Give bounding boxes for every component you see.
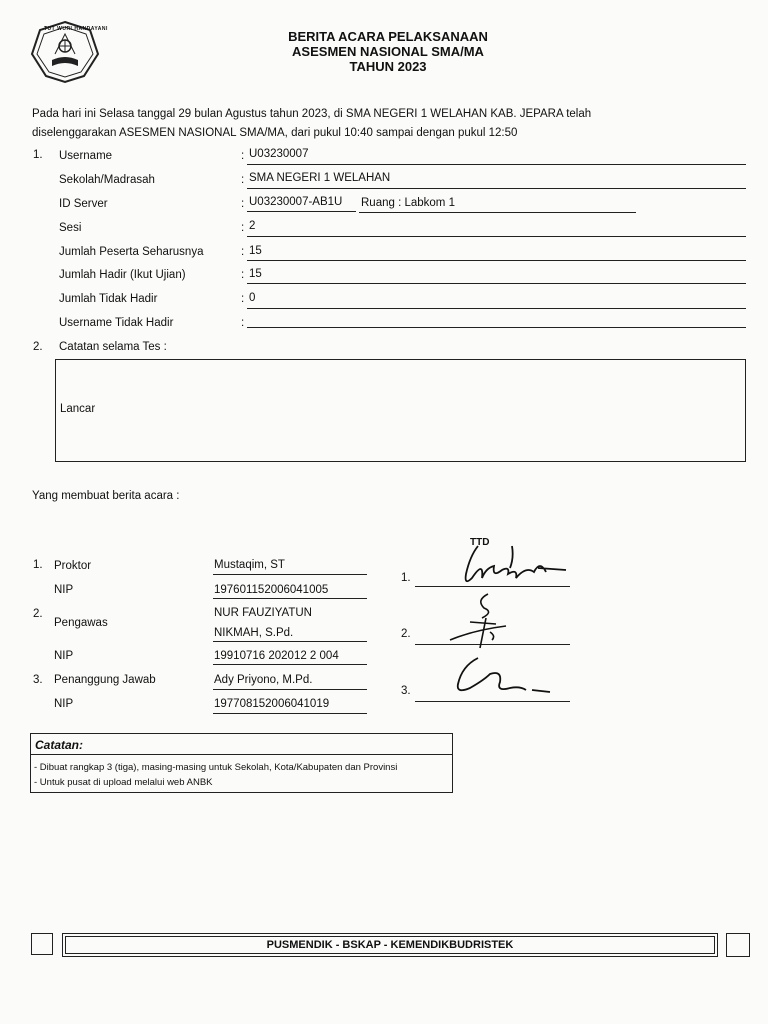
field-value-session: 2 — [249, 220, 256, 232]
field-underline — [247, 188, 746, 189]
signature-1-number: 1. — [401, 572, 411, 584]
field-underline — [359, 212, 636, 213]
field-value-expected-participants: 15 — [249, 245, 262, 257]
signature-2-number: 2. — [401, 628, 411, 640]
signatory-1-name: Mustaqim, ST — [214, 559, 285, 571]
signatory-3-role: Penanggung Jawab — [54, 674, 156, 686]
field-label-absent-usernames: Username Tidak Hadir — [59, 317, 174, 329]
field-value-school: SMA NEGERI 1 WELAHAN — [249, 172, 391, 184]
field-label-expected-participants: Jumlah Peserta Seharusnya — [59, 246, 204, 258]
signatory-1-number: 1. — [33, 559, 43, 571]
field-underline — [247, 236, 746, 237]
field-value-id-server: U03230007-AB1U — [249, 196, 343, 208]
signatory-3-nip: 197708152006041019 — [214, 698, 330, 710]
footer-text: PUSMENDIK - BSKAP - KEMENDIKBUDRISTEK — [65, 936, 715, 954]
field-underline — [247, 327, 746, 328]
field-label-username: Username — [59, 150, 113, 162]
signature-line — [415, 701, 570, 702]
field-underline — [213, 664, 367, 665]
signatory-3-number: 3. — [33, 674, 43, 686]
signature-1-icon — [430, 538, 580, 598]
document-title-line2: ASESMEN NASIONAL SMA/MA — [292, 44, 484, 59]
signatory-3-name: Ady Priyono, M.Pd. — [214, 674, 313, 686]
field-label-present: Jumlah Hadir (Ikut Ujian) — [59, 269, 186, 281]
signatory-1-nip-label: NIP — [54, 584, 74, 596]
field-underline — [213, 641, 367, 642]
logo-motto: TUT WURI HANDAYANI — [44, 26, 108, 32]
signatory-2-nip-label: NIP — [54, 650, 74, 662]
field-label-session: Sesi — [59, 222, 82, 234]
section2-label: Catatan selama Tes : — [59, 341, 167, 353]
signatory-1-nip: 197601152006041005 — [214, 584, 329, 596]
intro-line1: Pada hari ini Selasa tanggal 29 bulan Agustus tahun 2023, di SMA NEGERI 1 WELAHAN KAB. JEPARA telah — [32, 108, 592, 120]
field-colon: : — [241, 222, 245, 234]
field-colon: : — [241, 317, 245, 329]
field-underline — [247, 283, 746, 284]
field-label-id-server: ID Server — [59, 198, 108, 210]
field-value-username: U03230007 — [249, 148, 309, 160]
field-colon: : — [241, 198, 245, 210]
field-colon: : — [241, 293, 245, 305]
field-label-absent: Jumlah Tidak Hadir — [59, 293, 158, 305]
signatory-2-name-line1: NUR FAUZIYATUN — [214, 607, 312, 619]
field-value-room: Ruang : Labkom 1 — [361, 197, 455, 209]
field-colon: : — [241, 269, 245, 281]
field-underline — [247, 211, 356, 212]
catatan-item-2: - Untuk pusat di upload melalui web ANBK — [34, 777, 213, 788]
ttd-label: TTD — [470, 537, 490, 548]
field-underline — [213, 713, 367, 714]
signatory-1-role: Proktor — [54, 560, 92, 572]
signatory-2-name-line2: NIKMAH, S.Pd. — [214, 627, 294, 639]
field-underline — [247, 164, 746, 165]
notes-text: Lancar — [60, 403, 96, 415]
signatories-intro: Yang membuat berita acara : — [32, 490, 180, 502]
catatan-title: Catatan: — [31, 734, 452, 755]
catatan-item-1: - Dibuat rangkap 3 (tiga), masing-masing untuk Sekolah, Kota/Kabupaten dan Provinsi — [34, 762, 398, 773]
field-underline — [247, 308, 746, 309]
intro-line2: diselenggarakan ASESMEN NASIONAL SMA/MA, dari pukul 10:40 sampai dengan pukul 12:50 — [32, 127, 518, 139]
field-label-school: Sekolah/Madrasah — [59, 174, 155, 186]
field-colon: : — [241, 150, 245, 162]
footer-corner-box-left — [31, 933, 53, 955]
section1-number: 1. — [33, 149, 43, 161]
signatory-3-nip-label: NIP — [54, 698, 74, 710]
field-colon: : — [241, 246, 245, 258]
section2-number: 2. — [33, 341, 43, 353]
field-underline — [213, 689, 367, 690]
signatory-2-number: 2. — [33, 608, 43, 620]
notes-box — [55, 359, 746, 462]
signature-3-icon — [440, 650, 560, 700]
document-title-line3: TAHUN 2023 — [349, 59, 427, 74]
field-colon: : — [241, 174, 245, 186]
footer-corner-box-right — [726, 933, 750, 957]
field-underline — [213, 598, 367, 599]
field-value-absent: 0 — [249, 292, 256, 304]
field-underline — [247, 260, 746, 261]
document-title-line1: BERITA ACARA PELAKSANAAN — [288, 29, 488, 44]
signatory-2-role: Pengawas — [54, 617, 108, 629]
signatory-2-nip: 19910716 202012 2 004 — [214, 650, 339, 662]
signature-2-icon — [430, 590, 530, 650]
field-value-present: 15 — [249, 268, 262, 280]
field-underline — [213, 574, 367, 575]
tut-wuri-handayani-logo — [30, 20, 108, 84]
signature-3-number: 3. — [401, 685, 411, 697]
